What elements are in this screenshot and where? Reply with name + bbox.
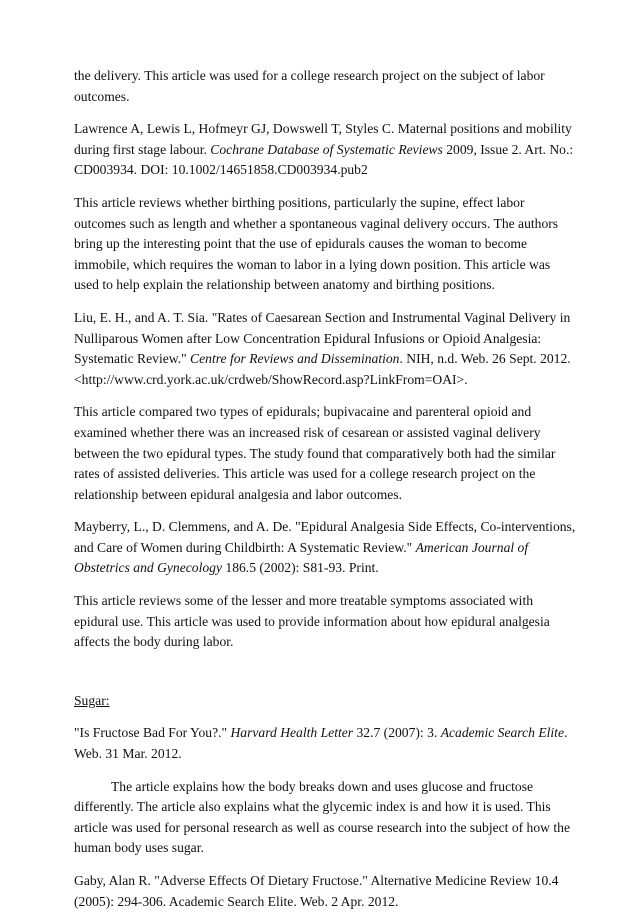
- citation-text: . NIH, n.d. Web. 26 Sept. 2012. <http://www.crd.york.ac.uk/crdweb/ShowRecord.asp?LinkFrom=OAI>.: [74, 351, 571, 387]
- citation-text: 186.5 (2002): S81-93. Print.: [222, 560, 379, 576]
- citation-text: Mayberry, L., D. Clemmens, and A. De. "Epidural Analgesia Side Effects, Co-interventions, and Care of Women during Childbirth: A Systematic Review.": [74, 519, 576, 555]
- section-spacer: [74, 665, 578, 691]
- citation-journal: Harvard Health Letter: [230, 725, 354, 741]
- annotation-paragraph: This article reviews whether birthing positions, particularly the supine, effect labor outcomes such as length and whether a spontaneous vaginal delivery occurs. The authors bring up the interesting point that the use of epidurals causes the woman to become immobile, which requires the woman to labor in a lying down position. This article was used to help explain the relationship between anatomy and birthing positions.: [74, 194, 559, 293]
- citation-database: Academic Search Elite: [440, 725, 564, 741]
- citation-text: Liu, E. H., and A. T. Sia. "Rates of Caesarean Section and Instrumental Vaginal Delivery in Nulliparous Women after Low Concentration Epidural Infusions or Opioid Analgesia: Systematic Review.": [74, 309, 571, 367]
- citation-journal: Cochrane Database of Systematic Reviews: [210, 141, 443, 157]
- citation-harvard: [74, 723, 578, 764]
- citation-gaby: Gaby, Alan R. "Adverse Effects Of Dietary Fructose." Alternative Medicine Review 10.4 (2005): 294-306. Academic Search Elite. Web. 2 Apr. 2012.: [74, 873, 559, 909]
- citation-text: "Is Fructose Bad For You?.": [74, 725, 231, 741]
- citation-text: 2009, Issue 2. Art. No.: CD003934. DOI: 10.1002/14651858.CD003934.pub2: [74, 141, 574, 178]
- citation-lawrence: [74, 119, 578, 181]
- citation-mayberry: [74, 517, 578, 579]
- citation-journal: Centre for Reviews and Dissemination: [190, 351, 400, 367]
- citation-text: Lawrence A, Lewis L, Hofmeyr GJ, Dowswell T, Styles C. Maternal positions and mobility during first stage labour.: [74, 121, 572, 157]
- annotation-paragraph: the delivery. This article was used for a college research project on the subject of labor outcomes.: [74, 68, 545, 104]
- annotation-paragraph: This article compared two types of epidurals; bupivacaine and parenteral opioid and examined whether there was an increased risk of cesarean or assisted vaginal delivery between the two epidural types. The study found that comparatively both had the similar rates of assisted deliveries. This article was used for a college research project on the relationship between epidural analgesia and labor outcomes.: [74, 404, 556, 502]
- citation-text: . Web. 31 Mar. 2012.: [74, 725, 568, 762]
- annotation-paragraph: This article reviews some of the lesser and more treatable symptoms associated with epidural use. This article was used to provide information about how epidural analgesia affects the body during labor.: [74, 593, 550, 650]
- citation-text: 32.7 (2007): 3.: [353, 725, 441, 741]
- citation-journal: American Journal of Obstetrics and Gynecology: [74, 539, 529, 576]
- section-heading: Sugar:: [74, 692, 110, 708]
- annotation-paragraph: The article explains how the body breaks down and uses glucose and fructose differently. The article also explains what the glycemic index is and how it is used. This article was used for personal research as well as course research into the subject of how the human body uses sugar.: [74, 778, 570, 856]
- citation-liu: [74, 308, 578, 390]
